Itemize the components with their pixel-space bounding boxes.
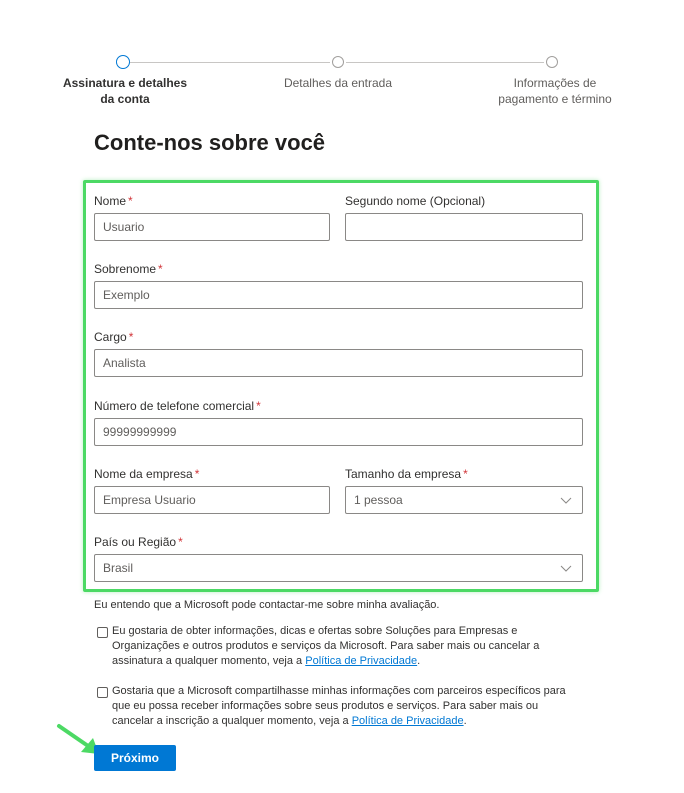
form-highlight-box <box>83 180 599 592</box>
company-size-label: Tamanho da empresa * <box>345 467 468 481</box>
consent-partners-text: Gostaria que a Microsoft compartilhasse minhas informações com parceiros específicos para que eu possa receber informações sobre seus produtos e serviços. Para saber mais ou cancelar a inscrição a qualquer momento, veja a Política de Privacidade. <box>112 685 566 727</box>
middle-name-label: Segundo nome (Opcional) <box>345 194 486 208</box>
stepper-step-2-label: Detalhes da entrada <box>283 76 393 90</box>
privacy-policy-link[interactable]: Política de Privacidade <box>351 715 464 727</box>
stepper-step-1-circle <box>116 55 130 69</box>
consent-info-checkbox[interactable] <box>97 627 108 638</box>
consent-partners-checkbox[interactable] <box>97 687 108 698</box>
stepper-step-2-circle <box>332 56 344 68</box>
company-label: Nome da empresa * <box>94 467 200 481</box>
next-button[interactable]: Próximo <box>94 745 176 771</box>
privacy-policy-link[interactable]: Política de Privacidade <box>305 655 418 667</box>
contact-notice: Eu entendo que a Microsoft pode contactar-me sobre minha avaliação. <box>94 599 440 611</box>
page-title: Conte-nos sobre você <box>94 130 326 155</box>
company-input[interactable]: Empresa Usuario <box>94 486 330 514</box>
middle-name-input[interactable] <box>345 213 583 241</box>
company-size-value: 1 pessoa <box>354 493 403 507</box>
last-name-input[interactable]: Exemplo <box>94 281 583 309</box>
stepper-step-3-label: Informações de pagamento e término <box>498 76 612 106</box>
job-title-label: Cargo * <box>94 330 134 344</box>
stepper-step-3-circle <box>546 56 558 68</box>
chevron-down-icon <box>560 494 572 506</box>
phone-input[interactable]: 99999999999 <box>94 418 583 446</box>
stepper-step-1-label: Assinatura e detalhes da conta <box>62 76 188 106</box>
chevron-down-icon <box>560 562 572 574</box>
phone-label: Número de telefone comercial * <box>94 399 261 413</box>
country-label: País ou Região * <box>94 535 183 549</box>
company-size-select[interactable] <box>345 486 583 514</box>
first-name-input[interactable]: Usuario <box>94 213 330 241</box>
last-name-label: Sobrenome * <box>94 262 163 276</box>
consent-info-text: Eu gostaria de obter informações, dicas e ofertas sobre Soluções para Empresas e Organizações e outros produtos e serviços da Microsoft. Para saber mais ou cancelar a assinatura a qualquer momento, veja a Política de Privacidade. <box>112 625 540 667</box>
country-value: Brasil <box>103 561 134 575</box>
stepper-line-1 <box>130 62 330 63</box>
job-title-input[interactable]: Analista <box>94 349 583 377</box>
stepper-line-2 <box>346 62 544 63</box>
country-select[interactable] <box>94 554 583 582</box>
first-name-label: Nome * <box>94 194 133 208</box>
